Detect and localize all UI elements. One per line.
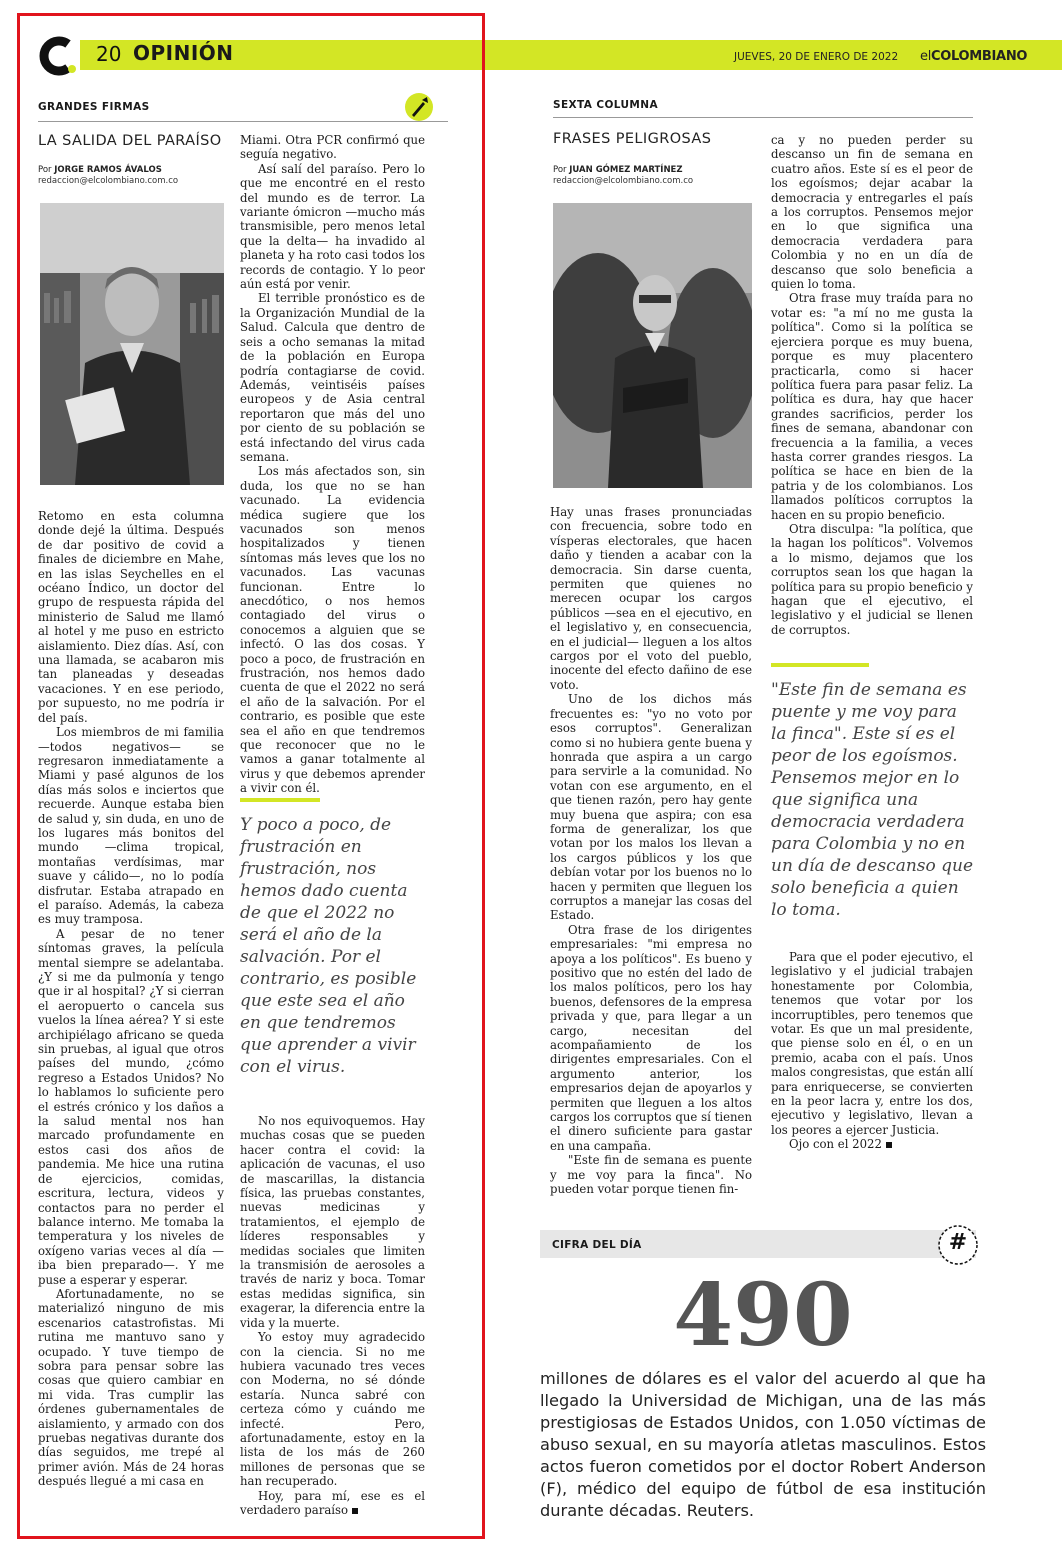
- page-number: 20: [96, 42, 122, 66]
- article1-column-1: [38, 509, 224, 1489]
- paragraph: El terrible pronóstico es de la Organización Mundial de la Salud. Calcula que dentro de seis a ocho semanas la mitad de la población en Europa podría contagiarse de covid. Además, veintiséis países europeos y de Asia central reportaron que más del uno por ciento de su población se está infectando del virus cada semana.: [240, 291, 425, 464]
- paragraph: Así salí del paraíso. Pero lo que me encontré en el resto del mundo es de terror. La variante ómicron —mucho más transmisible, pero menos letal que la delta— ha invadido al planeta y ha roto casi todos los records de contagio. Y lo peor aún está por venir.: [240, 161, 425, 292]
- author-photo-juan-gomez: [553, 203, 752, 488]
- paragraph: Afortunadamente, no se materializó ninguno de mis escenarios catastrofistas. Mi rutina me mantuvo sano y ocupado. Y tuve tiempo de sobra para pensar sobre las cosas que quiero cambiar en mi vida. Tras cumplir las órdenes gubernamentales de aislamiento, y armado con dos pruebas negativas durante dos días seguidos, me trepé al primer avión. Más de 24 horas después llegué a mi casa en: [38, 1286, 224, 1489]
- cifra-text: millones de dólares es el valor del acuerdo al que ha llegado la Universidad de Michigan, una de las más prestigiosas de Estados Unidos, con 1.050 víctimas de abuso sexual, en su mayoría atletas masculinos. Estos actos fueron cometidos por el doctor Robert Anderson (F), médico del equipo de fútbol de esa institución durante décadas. Reuters.: [540, 1369, 986, 1520]
- article2-kicker: SEXTA COLUMNA: [553, 99, 658, 111]
- paragraph: "Este fin de semana es puente y me voy para la finca". No pueden votar porque tienen fin-: [550, 1153, 752, 1197]
- paragraph: [240, 1489, 425, 1518]
- pen-nib-icon: [404, 92, 434, 122]
- brand-name: [920, 49, 1027, 64]
- pull-quote-rule: [240, 798, 320, 802]
- paragraph: A pesar de no tener síntomas graves, la película mental siempre se adelantaba. ¿Y si me da pulmonía y tengo que ir al hospital? ¿Y si cierran el aeropuerto o cancela sus vuelos la línea aérea? Y si este archipiélago africano se queda sin pruebas, al igual que otros países del mundo, ¿cómo regreso a Estados Unidos? No lo hablamos lo suficiente pero el estrés crónico y los daños a la salud mental nos han marcado profundamente en estos casi dos años de pandemia. Me hice una rutina de ejercicios, comidas, escritura, lectura, videos y contactos para no perder el balance interno. Me tomaba la temperatura y los niveles de oxígeno varias veces al día —iba bien preparado—. Y me puse a esperar y esperar.: [38, 926, 224, 1287]
- cifra-title: CIFRA DEL DÍA: [552, 1239, 642, 1251]
- article2-column-1: [550, 505, 752, 1197]
- cifra-number: 490: [673, 1265, 853, 1366]
- article1-byline: [38, 165, 162, 175]
- article1-kicker: GRANDES FIRMAS: [38, 101, 150, 113]
- article2-headline: FRASES PELIGROSAS: [553, 131, 712, 147]
- pull-quote-rule: [771, 663, 869, 667]
- paragraph: Miami. Otra PCR confirmó que seguía negativo.: [240, 133, 425, 162]
- hashtag-icon: [937, 1224, 979, 1266]
- paragraph: Los miembros de mi familia —todos negativos— se regresaron inmediatamente a Miami y pasé algunos de los días más solos e inciertos que recuerde. Aunque estaba bien de salud y, sin duda, en uno de los lugares más bonitos del mundo —clima tropical, montañas verdísimas, mar suave y cálido—, no lo podía disfrutar. Estaba atrapado en el paraíso. Además, la cabeza es muy tramposa.: [38, 725, 224, 927]
- hashtag-symbol: #: [948, 1230, 968, 1255]
- brand-main: COLOMBIANO: [931, 49, 1028, 64]
- byline-prefix: Por: [553, 165, 570, 175]
- closing-text: Hoy, para mí, ese es el verdadero paraíso: [240, 1488, 425, 1517]
- paragraph: Otra frase muy traída para no votar es: "a mí no me gusta la política". Como si la política se ejerciera porque es muy buena, porque es muy placentero practicarla, como si hacer política fuera para pasar feliz. La política es dura, hay que hacer grandes sacrificios, perder los fines de semana, abandonar con frecuencia a la familia, a veces hasta correr grandes riesgos. La política se hace en bien de la patria y de los colombianos. Los llamados políticos corruptos la hacen en su propio beneficio.: [771, 291, 973, 522]
- article2-byline: [553, 165, 683, 175]
- article2-column-2: [771, 133, 973, 637]
- article1-pull-quote: Y poco a poco, de frustración en frustración, nos hemos dado cuenta de que el 2022 no será el año de la salvación. Por el contrario, es posible que este sea el año en que tendremos que aprender a vivir con el virus.: [240, 815, 417, 1077]
- byline-prefix: Por: [38, 165, 55, 175]
- paragraph: Otra frase de los dirigentes empresariales: "mi empresa no apoya a los políticos". Es bueno y positivo que no estén del lado de los malos políticos, pero los hay buenos, defensores de la empresa privada y que, para llegar a un cargo, necesitan del acompañamiento de los dirigentes empresariales. Con el argumento anterior, los empresarios dejan de apoyarlos y permiten que lleguen a los altos cargos los corruptos que sí tienen el dinero suficiente para gastar en una campaña.: [550, 922, 752, 1153]
- article1-rule: [38, 121, 448, 122]
- author-photo-jorge-ramos: [40, 203, 224, 485]
- paragraph: No nos equivoquemos. Hay muchas cosas que se pueden hacer contra el covid: la aplicación de vacunas, el uso de mascarillas, la distancia física, las pruebas constantes, nuevas medicinas y tratamientos, el ejemplo de líderes responsables y medidas sociales que limiten la transmisión de aerosoles a través de nariz y boca. Tomar estas medidas significa, sin exagerar, la diferencia entre la vida y la muerte.: [240, 1114, 425, 1330]
- paragraph: Yo estoy muy agradecido con la ciencia. Si no me hubiera vacunado tres veces con Moderna, no sé dónde estaría. Nunca sabré con certeza cómo y cuándo me infecté. Pero, afortunadamente, estoy en la lista de los más de 260 millones de personas que se han recuperado.: [240, 1330, 425, 1489]
- article2-pull-quote: "Este fin de semana es puente y me voy para la finca". Este sí es el peor de los egoísmos. Pensemos mejor en lo que significa una democracia verdadera para Colombia y no en un día de descanso que solo beneficia a quien lo toma.: [771, 680, 974, 920]
- article2-rule: [553, 117, 973, 118]
- article2-column-2b: [771, 950, 973, 1152]
- paragraph: ca y no pueden perder su descanso un fin de semana en cuatro años. Este sí es el peor de los egoísmos; dejar acabar la democracia y entregarles el país a los corruptos. Pensemos mejor en lo que significa una democracia verdadera para Colombia y no en un día de descanso que solo beneficia a quien lo toma.: [771, 133, 973, 292]
- paragraph: Hay unas frases pronunciadas con frecuencia, sobre todo en vísperas electorales, que hacen daño y tienden a acabar con la democracia. Sin darse cuenta, permiten que quienes no merecen ocupar los cargos públicos —sea en el ejecutivo, en el legislativo y, en consecuencia, en el judicial— lleguen a los altos cargos por el voto del pueblo, inocente del efecto dañino de ese voto.: [550, 505, 752, 692]
- paragraph: Otra disculpa: "la política, que la hagan los políticos". Volvemos a lo mismo, dejamos que los corruptos sean los que hagan la política para su propio beneficio y hagan que el ejecutivo, el legislativo y el judicial se llenen de corruptos.: [771, 521, 973, 637]
- paragraph: Uno de los dichos más frecuentes es: "yo no voto por esos corruptos". Generalizan como si no hubiera gente buena y honrada que aspira a un cargo para servirle a la comunidad. No votan con ese argumento, en el que tienen razón, pero hay gente muy buena que aspira; con esa forma de generalizar, los que votan por los malos los llevan a los cargos públicos y los que debían votar por los buenos no lo hacen y permiten que lleguen los corruptos a manejar las cosas del Estado.: [550, 692, 752, 923]
- article1-column-2: [240, 133, 425, 796]
- article1-email: redaccion@elcolombiano.com.co: [38, 176, 179, 186]
- end-mark: [886, 1142, 892, 1148]
- article1-headline: LA SALIDA DEL PARAÍSO: [38, 133, 222, 149]
- article1-column-2b: [240, 1114, 425, 1517]
- paragraph: Los más afectados son, sin duda, los que no se han vacunado. La evidencia médica sugiere que los vacunados son menos hospitalizados y tienen síntomas más leves que los no vacunados. Las vacunas funcionan. Entre lo anecdótico, o nos hemos contagiado del virus o conocemos a alguien que se infectó. O las dos cosas. Y poco a poco, de frustración en frustración, nos hemos dado cuenta de que el 2022 no será el año de la salvación. Por el contrario, es posible que este sea el año en que tendremos que reconocer que no le vamos a ganar totalmente al virus y que debemos aprender a vivir con él.: [240, 464, 425, 796]
- end-mark: [352, 1508, 358, 1514]
- author-name: JUAN GÓMEZ MARTÍNEZ: [569, 165, 683, 175]
- paragraph: Para que el poder ejecutivo, el legislativo y el judicial trabajen honestamente por Colombia, tenemos que votar por los incorruptibles, pero tenemos que votar. Es que un mal presidente, que piense solo en él, o en un premio, acaba con el país. Unos malos congresistas, que están allí para enriquecerse, se convierten en la peor lacra y, entre los dos, ejecutivo y legislativo, llevan a los peores a ejercer Justicia.: [771, 950, 973, 1137]
- brand-prefix: el: [920, 49, 932, 64]
- article2-email: redaccion@elcolombiano.com.co: [553, 176, 694, 186]
- closing-text: Ojo con el 2022: [789, 1137, 882, 1152]
- issue-date: JUEVES, 20 DE ENERO DE 2022: [734, 51, 899, 63]
- section-title: OPINIÓN: [133, 41, 234, 65]
- author-name: JORGE RAMOS ÁVALOS: [54, 165, 162, 175]
- paragraph: [771, 1137, 973, 1151]
- paragraph: Retomo en esta columna donde dejé la última. Después de dar positivo de covid a finales de diciembre en Mahe, en las islas Seychelles en el océano Índico, un doctor del grupo de respuesta rápida del ministerio de Salud me llamó al hotel y me puso en estricto aislamiento. Diez días. Así, con una llamada, se acabaron mis tan planeadas y deseadas vacaciones. Y en ese periodo, por supuesto, no me podría ir del país.: [38, 509, 224, 725]
